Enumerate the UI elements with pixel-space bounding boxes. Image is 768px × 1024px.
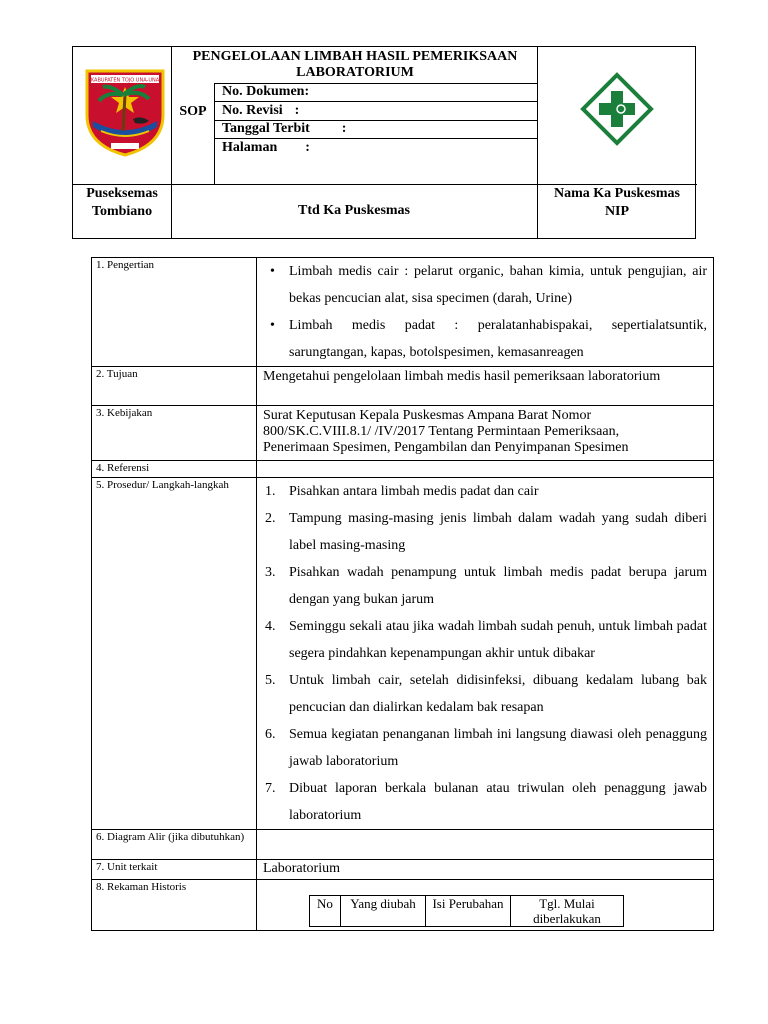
meta-no-revisi [222, 103, 299, 119]
step-text: Pisahkan wadah penampung untuk limbah medis padat berupa jarum dengan yang bukan jarum [289, 565, 707, 607]
meta-no-dokumen [222, 84, 309, 100]
step-number: 5. [265, 673, 276, 688]
unit-text: Laboratorium [263, 861, 340, 876]
row-tujuan [92, 367, 714, 406]
section-label: 6. Diagram Alir (jika dibutuhkan) [92, 830, 257, 860]
row-kebijakan [92, 406, 714, 461]
list-item: • Limbah medis padat : peralatanhabispakai, sepertialatsuntik, sarungtangan, kapas, botolspesimen, kemasanreagen [289, 312, 707, 366]
section-label: 4. Referensi [92, 461, 257, 478]
kebijakan-line: Surat Keputusan Kepala Puskesmas Ampana Barat Nomor [263, 408, 592, 423]
puskesmas-cross-logo [577, 71, 657, 147]
row-referensi [92, 461, 714, 478]
sop-content-table [91, 257, 714, 931]
list-item [265, 505, 707, 559]
revision-history-table [309, 895, 624, 927]
row-rekaman-historis [92, 880, 714, 931]
row-diagram-alir [92, 830, 714, 860]
row-prosedur [92, 478, 714, 830]
step-number: 7. [265, 781, 276, 796]
step-number: 2. [265, 511, 276, 526]
organization-name [73, 185, 171, 221]
kebijakan-line: Penerimaan Spesimen, Pengambilan dan Penyimpanan Spesimen [263, 440, 629, 455]
header-divider [214, 101, 537, 102]
unit-content [257, 860, 714, 880]
step-text: Tampung masing-masing jenis limbah dalam wadah yang sudah diberi label masing-masing [289, 511, 707, 553]
head-name-nip [537, 185, 697, 221]
referensi-content [257, 461, 714, 478]
organization-name-line: Tombiano [91, 204, 153, 219]
meta-separator: : [341, 121, 347, 136]
section-label: 7. Unit terkait [92, 860, 257, 880]
step-number: 6. [265, 727, 276, 742]
regional-emblem-logo [81, 65, 169, 157]
section-label: 1. Pengertian [92, 258, 257, 367]
prosedur-list [263, 478, 707, 829]
meta-separator: : [305, 140, 310, 155]
column-header: Yang diubah [341, 896, 426, 927]
section-label: 3. Kebijakan [92, 406, 257, 461]
column-header: No [310, 896, 341, 927]
document-title [173, 49, 537, 81]
kebijakan-line: 800/SK.C.VIII.8.1/ /IV/2017 Tentang Permintaan Pemeriksaan, [263, 424, 620, 439]
step-text: Seminggu sekali atau jika wadah limbah sudah penuh, untuk limbah padat segera pindahkan kepenampungan akhir untuk dibakar [289, 619, 707, 661]
document-title-line: LABORATORIUM [296, 65, 414, 80]
list-item [265, 613, 707, 667]
prosedur-content [257, 478, 714, 830]
list-item [265, 667, 707, 721]
column-header: Tgl. Mulai diberlakukan [511, 896, 624, 927]
list-item [265, 478, 707, 505]
step-number: 3. [265, 565, 276, 580]
meta-tanggal-terbit [222, 121, 346, 137]
meta-label: Halaman [222, 140, 278, 155]
tujuan-content [257, 367, 714, 406]
head-name-label: Nama Ka Puskesmas [553, 186, 680, 201]
list-item [265, 559, 707, 613]
step-text: Semua kegiatan penanganan limbah ini langsung diawasi oleh penaggung jawab laboratorium [289, 727, 707, 769]
list-item [265, 721, 707, 775]
step-text: Untuk limbah cair, setelah didisinfeksi, dibuang kedalam lubang bak pencucian dan dialirkan kedalam bak resapan [289, 673, 707, 715]
meta-separator: : [294, 103, 300, 118]
meta-label: No. Revisi [222, 103, 283, 118]
diagram-content [257, 830, 714, 860]
step-number: 1. [265, 484, 276, 499]
table-row [310, 896, 624, 927]
row-pengertian [92, 258, 714, 367]
list-item [265, 775, 707, 829]
pengertian-content [257, 258, 714, 367]
step-text: Pisahkan antara limbah medis padat dan cair [289, 484, 539, 499]
row-unit-terkait [92, 860, 714, 880]
meta-label: No. Dokumen [222, 84, 305, 99]
emblem-text: KABUPATEN TOJO UNA-UNA [90, 77, 160, 84]
list-item: • Limbah medis cair : pelarut organic, bahan kimia, untuk pengujian, air bekas pencucian alat, sisa specimen (darah, Urine) [289, 258, 707, 312]
nip-label: NIP [604, 204, 630, 219]
column-header: Isi Perubahan [426, 896, 511, 927]
header-divider [214, 83, 215, 184]
section-label: 5. Prosedur/ Langkah-langkah [92, 478, 257, 830]
organization-name-line: Puseksemas [86, 186, 158, 201]
step-text: Dibuat laporan berkala bulanan atau triwulan oleh penaggung jawab laboratorium [289, 781, 707, 823]
header-divider [214, 138, 537, 139]
document-title-line: PENGELOLAAN LIMBAH HASIL PEMERIKSAAN [192, 49, 518, 64]
pengertian-list [263, 258, 707, 366]
signature-label: Ttd Ka Puskesmas [297, 203, 411, 218]
sop-label: SOP [179, 104, 207, 119]
meta-halaman [222, 140, 310, 156]
section-label: 2. Tujuan [92, 367, 257, 406]
kebijakan-content [257, 406, 714, 461]
step-number: 4. [265, 619, 276, 634]
meta-label: Tanggal Terbit [222, 121, 310, 136]
tujuan-text: Mengetahui pengelolaan limbah medis hasil pemeriksaan laboratorium [263, 369, 661, 384]
section-label: 8. Rekaman Historis [92, 880, 257, 931]
rekaman-content [257, 880, 714, 931]
meta-separator: : [304, 84, 310, 99]
sop-header-table [72, 46, 696, 239]
